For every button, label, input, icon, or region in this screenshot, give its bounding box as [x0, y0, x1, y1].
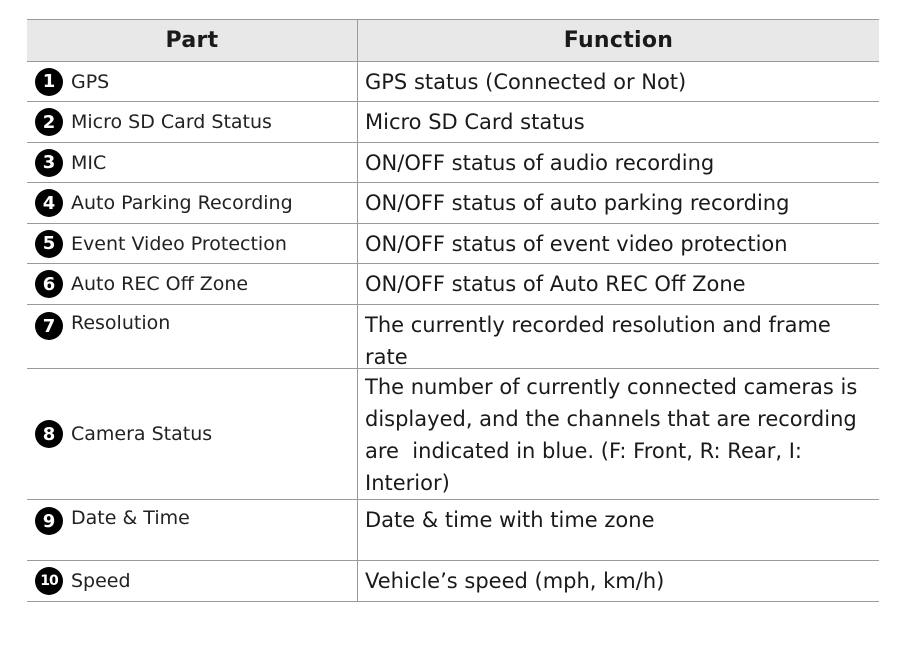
part-cell [27, 500, 358, 560]
part-cell [27, 369, 358, 499]
part-label: GPS [71, 70, 110, 93]
number-badge: 8 [35, 420, 63, 448]
part-label: MIC [71, 151, 107, 174]
table-row [27, 500, 879, 561]
part-cell [27, 102, 358, 142]
function-cell [358, 62, 879, 101]
table-row [27, 62, 879, 102]
function-text: GPS status (Connected or Not) [365, 69, 687, 94]
parts-function-table [27, 19, 879, 602]
function-cell [358, 264, 879, 304]
function-cell [358, 561, 879, 601]
function-cell [358, 224, 879, 263]
table-row [27, 183, 879, 224]
table-row [27, 264, 879, 305]
number-badge: 6 [35, 270, 63, 298]
table-row [27, 224, 879, 264]
number-badge: 4 [35, 189, 63, 217]
function-text: The number of currently connected cameras is displayed, and the channels that are recording are indicated in blue. (F: Front, R: Rear, I: Interior) [365, 375, 864, 495]
function-text: ON/OFF status of audio recording [365, 150, 715, 175]
number-badge: 10 [35, 567, 63, 595]
part-label: Date & Time [71, 507, 190, 529]
function-cell [358, 369, 879, 499]
table-row [27, 305, 879, 369]
part-cell [27, 264, 358, 304]
header-function: Function [563, 28, 674, 53]
part-cell [27, 561, 358, 601]
function-cell [358, 183, 879, 223]
number-badge: 2 [35, 108, 63, 136]
header-part: Part [27, 20, 358, 61]
function-cell [358, 143, 879, 182]
part-label: Speed [71, 570, 131, 592]
part-cell [27, 143, 358, 182]
function-text: ON/OFF status of event video protection [365, 231, 788, 256]
table-row [27, 102, 879, 143]
function-cell [358, 500, 879, 560]
table-header-row [27, 20, 879, 62]
part-label: Micro SD Card Status [71, 111, 272, 133]
part-cell [27, 183, 358, 223]
function-cell [358, 102, 879, 142]
table-row [27, 143, 879, 183]
number-badge: 7 [35, 312, 63, 340]
function-text: ON/OFF status of auto parking recording [365, 191, 790, 215]
function-text: The currently recorded resolution and frame rate [365, 313, 831, 369]
part-cell [27, 224, 358, 263]
part-label: Auto Parking Recording [71, 192, 293, 214]
part-label: Event Video Protection [71, 232, 287, 255]
part-cell [27, 62, 358, 101]
part-label: Resolution [71, 312, 171, 334]
part-label: Auto REC Off Zone [71, 273, 249, 295]
function-cell [358, 305, 879, 368]
table-row [27, 561, 879, 602]
number-badge: 3 [35, 149, 63, 177]
number-badge: 9 [35, 507, 63, 535]
number-badge: 1 [35, 68, 63, 96]
part-cell [27, 305, 358, 368]
table-row [27, 369, 879, 500]
function-text: Micro SD Card status [365, 110, 585, 134]
function-text: ON/OFF status of Auto REC Off Zone [365, 272, 746, 296]
number-badge: 5 [35, 230, 63, 258]
function-text: Date & time with time zone [365, 508, 655, 532]
function-text: Vehicle’s speed (mph, km/h) [365, 569, 665, 593]
part-label: Camera Status [71, 423, 213, 445]
